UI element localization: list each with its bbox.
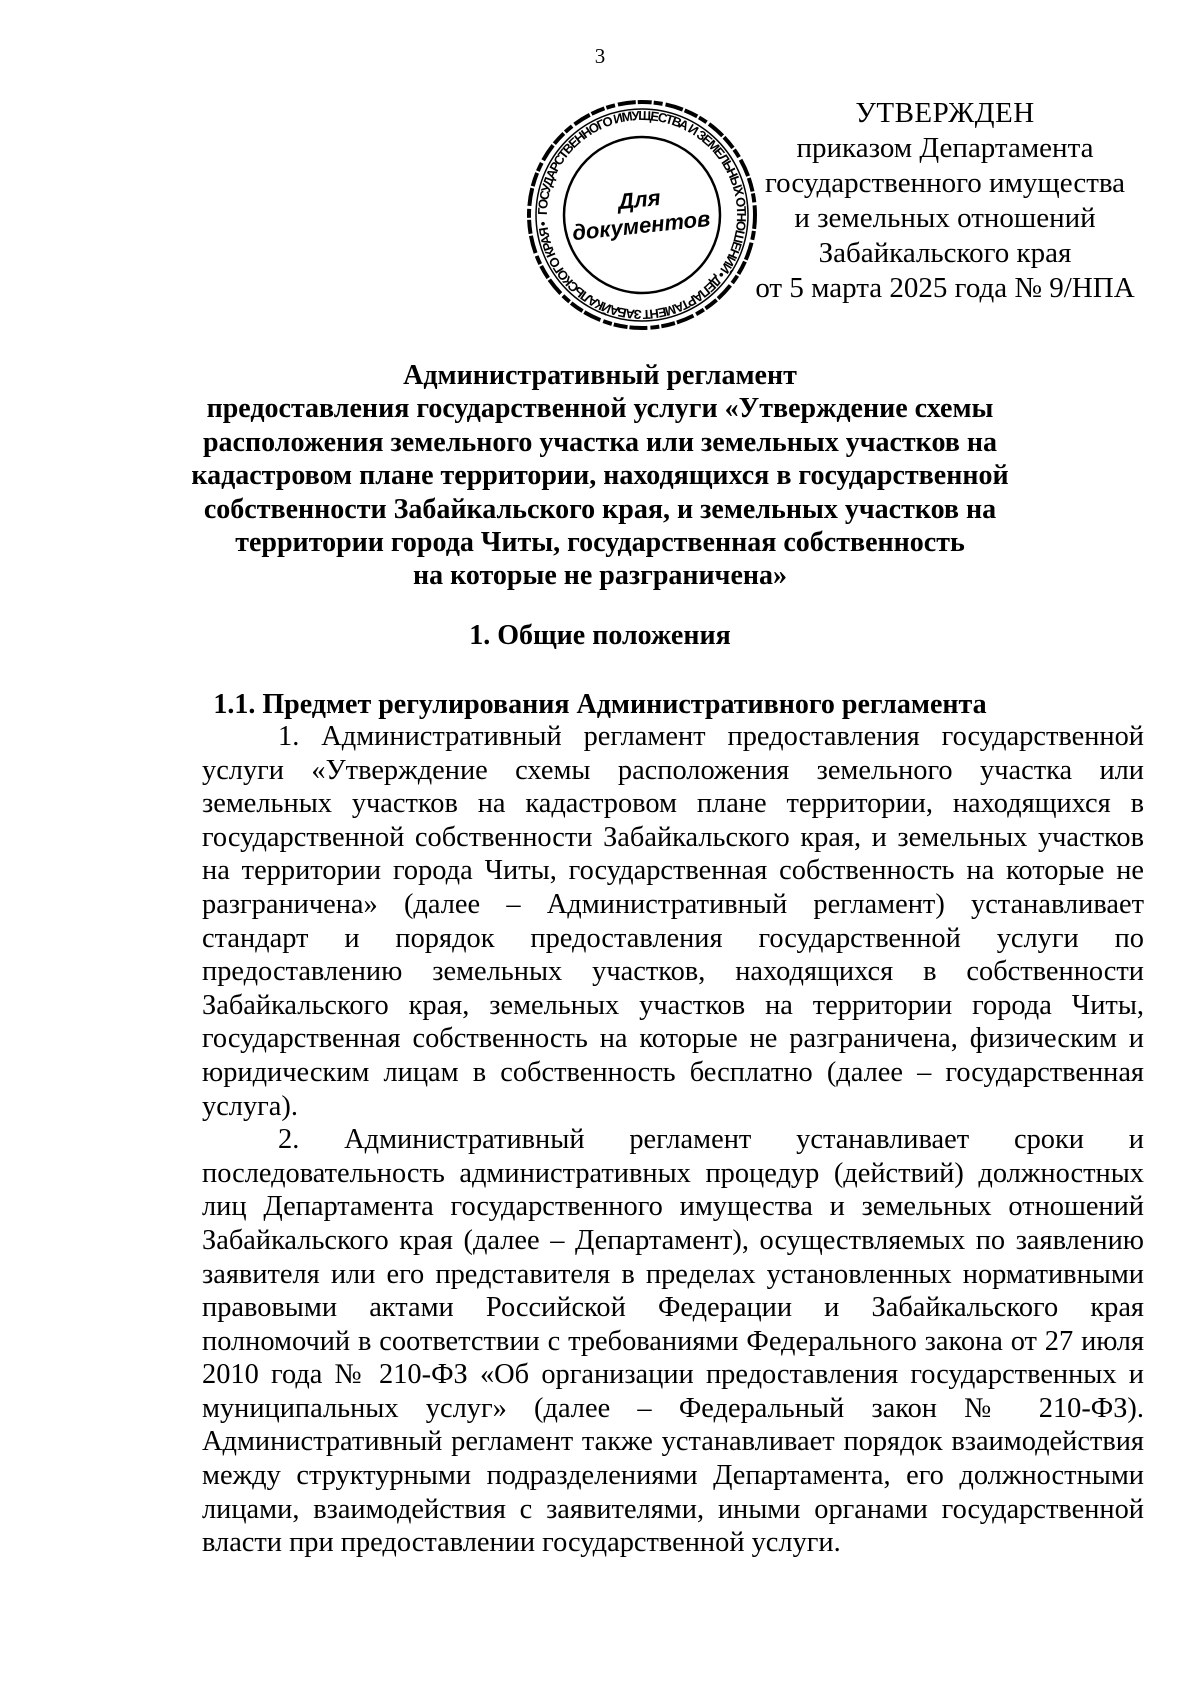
section-heading: 1. Общие положения: [469, 620, 731, 651]
paragraph-line: муниципальных услуг» (далее – Федеральный закон № 210-ФЗ).: [202, 1392, 1144, 1424]
paragraph-line: предоставлению земельных участков, находящихся в собственности: [202, 956, 1144, 988]
paragraph-line: разграничена» (далее – Административный регламент) устанавливает: [202, 888, 1144, 920]
department-stamp: [522, 95, 762, 335]
title-line: Административный регламент: [403, 360, 797, 391]
approval-block: [750, 96, 1140, 306]
approval-line: Забайкальского края: [818, 237, 1072, 269]
stamp-center-line2: документов: [571, 205, 712, 246]
paragraph-line: земельных участков на кадастровом плане территории, находящихся в: [202, 788, 1144, 820]
paragraph-line: услуга).: [202, 1090, 298, 1122]
title-line: предоставления государственной услуги «Утверждение схемы: [206, 393, 994, 425]
paragraph-line: стандарт и порядок предоставления государственной услуги по: [202, 922, 1144, 954]
paragraph-line: 2010 года № 210-ФЗ «Об организации предоставления государственных и: [202, 1359, 1144, 1391]
body-text: [202, 720, 1144, 1560]
title-line: собственности Забайкальского края, и земельных участков на: [203, 493, 997, 525]
paragraph-line: власти при предоставлении государственной услуги.: [202, 1527, 841, 1559]
approval-line: и земельных отношений: [794, 202, 1096, 234]
page-number: 3: [594, 44, 606, 68]
paragraph-line: юридическим лицам в собственность бесплатно (далее – государственная: [202, 1056, 1144, 1088]
paragraph-line: услуги «Утверждение схемы расположения земельного участка или: [202, 754, 1144, 786]
subsection-heading: 1.1. Предмет регулирования Административного регламента: [213, 689, 987, 720]
paragraph-line: 2. Административный регламент устанавливает сроки и: [278, 1124, 1144, 1156]
paragraph-line: правовыми актами Российской Федерации и Забайкальского края: [202, 1292, 1144, 1324]
title-line: кадастровом плане территории, находящихся в государственной: [191, 460, 1009, 492]
document-title: [150, 359, 1050, 593]
paragraph-line: последовательность административных процедур (действий) должностных: [202, 1157, 1144, 1189]
title-line: территории города Читы, государственная собственность: [235, 527, 965, 559]
paragraph-line: лицами, взаимодействия с заявителями, иными органами государственной: [202, 1493, 1144, 1525]
approval-title: УТВЕРЖДЕН: [855, 97, 1035, 129]
approval-line: государственного имущества: [764, 167, 1126, 199]
paragraph-2: [202, 1123, 1144, 1560]
paragraph-line: государственной собственности Забайкальского края, и земельных участков: [202, 821, 1144, 853]
paragraph-line: между структурными подразделениями Департамента, его должностными: [202, 1460, 1144, 1492]
paragraph-line: лиц Департамента государственного имущества и земельных отношений: [202, 1191, 1144, 1223]
approval-line: приказом Департамента: [796, 132, 1094, 164]
paragraph-line: 1. Административный регламент предоставления государственной: [278, 721, 1144, 752]
paragraph-line: заявителя или его представителя в пределах установленных нормативными: [202, 1258, 1144, 1290]
paragraph-line: Административный регламент также устанавливает порядок взаимодействия: [202, 1426, 1144, 1458]
paragraph-line: полномочий в соответствии с требованиями Федерального закона от 27 июля: [202, 1325, 1144, 1357]
title-line: на которые не разграничена»: [412, 560, 788, 592]
stamp-center-line1: Для: [616, 184, 662, 215]
title-line: расположения земельного участка или земельных участков на: [202, 426, 998, 458]
paragraph-line: Забайкальского края (далее – Департамент), осуществляемых по заявлению: [202, 1224, 1144, 1256]
stamp-ring-text: ГОСУДАРСТВЕННОГО ИМУЩЕСТВА И ЗЕМЕЛЬНЫХ ОТНОШЕНИЙ • ДЕПАРТАМЕНТ ЗАБАЙКАЛЬСКОГО КРАЯ •: [534, 107, 750, 323]
approval-date-line: от 5 марта 2025 года № 9/НПА: [755, 272, 1135, 304]
paragraph-line: Забайкальского края, земельных участков на территории города Читы,: [202, 989, 1144, 1021]
paragraph-line: государственная собственность на которые не разграничена, физическим и: [202, 1023, 1144, 1055]
paragraph-1: [202, 720, 1144, 1123]
paragraph-line: на территории города Читы, государственная собственность на которые не: [202, 855, 1144, 887]
